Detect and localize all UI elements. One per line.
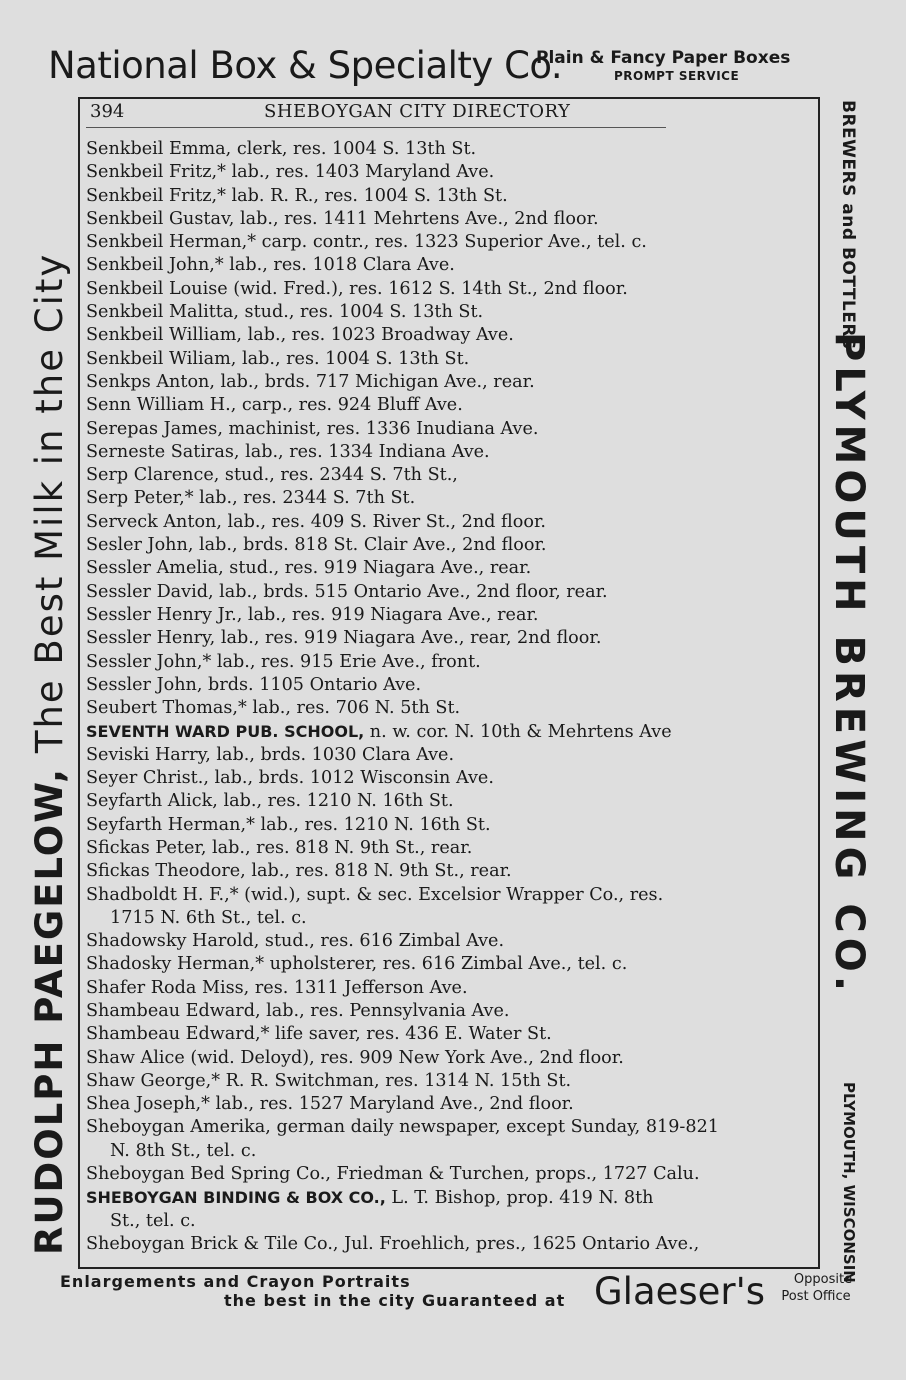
directory-entry: Senkbeil Emma, clerk, res. 1004 S. 13th St. [86,139,477,159]
directory-entry: Sessler John, brds. 1105 Ontario Ave. [86,674,422,695]
left-vertical-advertisement [28,105,78,1255]
directory-entry: Senkbeil Malitta, stud., res. 1004 S. 13th St. [86,302,484,323]
directory-entry: Senkbeil Gustav, lab., res. 1411 Mehrtens Ave., 2nd floor. [86,208,599,229]
directory-entry: Sessler Henry Jr., lab., res. 919 Niagara Ave., rear. [86,604,539,625]
directory-entry: Sfickas Peter, lab., res. 818 N. 9th St., rear. [86,837,473,858]
directory-entry: Senkbeil Louise (wid. Fred.), res. 1612 S. 14th St., 2nd floor. [86,278,628,299]
directory-entry-continuation: N. 8th St., tel. c. [110,1140,257,1161]
right-ad-location: PLYMOUTH, WISCONSIN [840,1082,858,1283]
directory-entry: Shambeau Edward, lab., res. Pennsylvania Ave. [86,1000,510,1021]
directory-entry: Shadboldt H. F.,* (wid.), supt. & sec. Excelsior Wrapper Co., res. [86,884,664,905]
directory-entry: Senkbeil Fritz,* lab., res. 1403 Maryland Ave. [86,162,495,183]
bottom-ad-post-office: Post Office [781,1289,851,1304]
directory-entry: Serveck Anton, lab., res. 409 S. River St., 2nd floor. [86,511,547,532]
directory-entry: Senkbeil Herman,* carp. contr., res. 1323 Superior Ave., tel. c. [86,232,647,253]
page-header [90,101,660,125]
bottom-ad-opposite: Opposite [793,1272,853,1287]
bottom-ad-line1: Enlargements and Crayon Portraits [60,1272,411,1291]
header-underline [86,127,666,128]
page-number: 394 [90,101,125,122]
right-ad-brewers: BREWERS and BOTTLERS [838,100,858,350]
directory-entry: Serp Peter,* lab., res. 2344 S. 7th St. [86,488,416,509]
directory-entry: Sessler David, lab., brds. 515 Ontario Ave., 2nd floor, rear. [86,581,608,602]
directory-entry: Senkbeil John,* lab., res. 1018 Clara Ave. [86,255,455,276]
top-advertisement [48,40,858,96]
directory-entry: Seyer Christ., lab., brds. 1012 Wisconsin Ave. [86,768,494,789]
entry-bold-name: SEVENTH WARD PUB. SCHOOL, [86,722,365,742]
directory-entry: Serepas James, machinist, res. 1336 Inudiana Ave. [86,418,539,439]
right-ad-company: PLYMOUTH BREWING CO. [826,332,872,997]
directory-entry: Serneste Satiras, lab., res. 1334 Indiana Ave. [86,441,490,462]
directory-entry: Sheboygan Amerika, german daily newspaper, except Sunday, 819-821 [86,1117,719,1138]
directory-entry: Sessler Amelia, stud., res. 919 Niagara Ave., rear. [86,558,532,579]
bottom-advertisement [60,1270,860,1320]
frame-left-rule [78,97,80,1269]
directory-entry: Sheboygan Brick & Tile Co., Jul. Froehlich, pres., 1625 Ontario Ave., [86,1233,700,1254]
directory-entry: Shadosky Herman,* upholsterer, res. 616 Zimbal Ave., tel. c. [86,954,628,975]
directory-entry: Seyfarth Herman,* lab., res. 1210 N. 16th St. [86,814,491,835]
directory-entry-continuation: St., tel. c. [110,1210,196,1231]
left-ad-name: RUDOLPH PAEGELOW, [28,766,71,1255]
directory-entry: Sessler John,* lab., res. 915 Erie Ave., front. [86,651,481,672]
directory-entry: Seyfarth Alick, lab., res. 1210 N. 16th St. [86,791,454,812]
directory-entry: Sfickas Theodore, lab., res. 818 N. 9th St., rear. [86,861,512,882]
directory-entry: Senkbeil Fritz,* lab. R. R., res. 1004 S. 13th St. [86,185,508,206]
entry-bold-name: SHEBOYGAN BINDING & BOX CO., [86,1188,386,1208]
frame-right-rule [818,97,820,1269]
directory-entry: Shaw Alice (wid. Deloyd), res. 909 New York Ave., 2nd floor. [86,1047,624,1068]
directory-entries [86,138,816,1256]
directory-entry: Shaw George,* R. R. Switchman, res. 1314 N. 15th St. [86,1070,572,1091]
page-title: SHEBOYGAN CITY DIRECTORY [264,101,571,122]
directory-entry: Senkps Anton, lab., brds. 717 Michigan Ave., rear. [86,371,535,392]
directory-entry: Shambeau Edward,* life saver, res. 436 E. Water St. [86,1024,552,1045]
directory-entry: Serp Clarence, stud., res. 2344 S. 7th St., [86,465,458,486]
directory-entry: Senkbeil Wiliam, lab., res. 1004 S. 13th St. [86,348,470,369]
directory-entry: Sesler John, lab., brds. 818 St. Clair Ave., 2nd floor. [86,535,547,556]
directory-entry: Senkbeil William, lab., res. 1023 Broadway Ave. [86,325,514,346]
directory-entry: Shadowsky Harold, stud., res. 616 Zimbal Ave. [86,931,505,952]
ad-product-line: Plain & Fancy Paper Boxes [536,48,791,68]
directory-entry: Sessler Henry, lab., res. 919 Niagara Ave., rear, 2nd floor. [86,628,602,649]
directory-entry: Seviski Harry, lab., brds. 1030 Clara Ave. [86,744,455,765]
directory-entry: Shafer Roda Miss, res. 1311 Jefferson Ave. [86,977,468,998]
frame-bottom-rule [78,1267,820,1269]
directory-entry: Shea Joseph,* lab., res. 1527 Maryland Ave., 2nd floor. [86,1094,574,1115]
left-ad-slogan: The Best Milk in the City [28,252,71,754]
entry-details: L. T. Bishop, prop. 419 N. 8th [385,1188,654,1209]
directory-entry: Senn William H., carp., res. 924 Bluff Ave. [86,395,463,416]
directory-entry: Sheboygan Bed Spring Co., Friedman & Turchen, props., 1727 Calu. [86,1164,700,1185]
directory-entry: Seubert Thomas,* lab., res. 706 N. 5th St. [86,698,461,719]
directory-entry [86,720,816,743]
ad-service-tagline: PROMPT SERVICE [614,69,740,83]
bottom-ad-brand: Glaeser's [594,1270,766,1313]
directory-entry-continuation: 1715 N. 6th St., tel. c. [110,907,307,928]
frame-top-rule [78,97,820,99]
bottom-ad-line2: the best in the city Guaranteed at [224,1291,566,1310]
entry-details: n. w. cor. N. 10th & Mehrtens Ave [364,722,672,743]
ad-company-name: National Box & Specialty Co. [48,44,563,87]
directory-entry [86,1186,816,1209]
